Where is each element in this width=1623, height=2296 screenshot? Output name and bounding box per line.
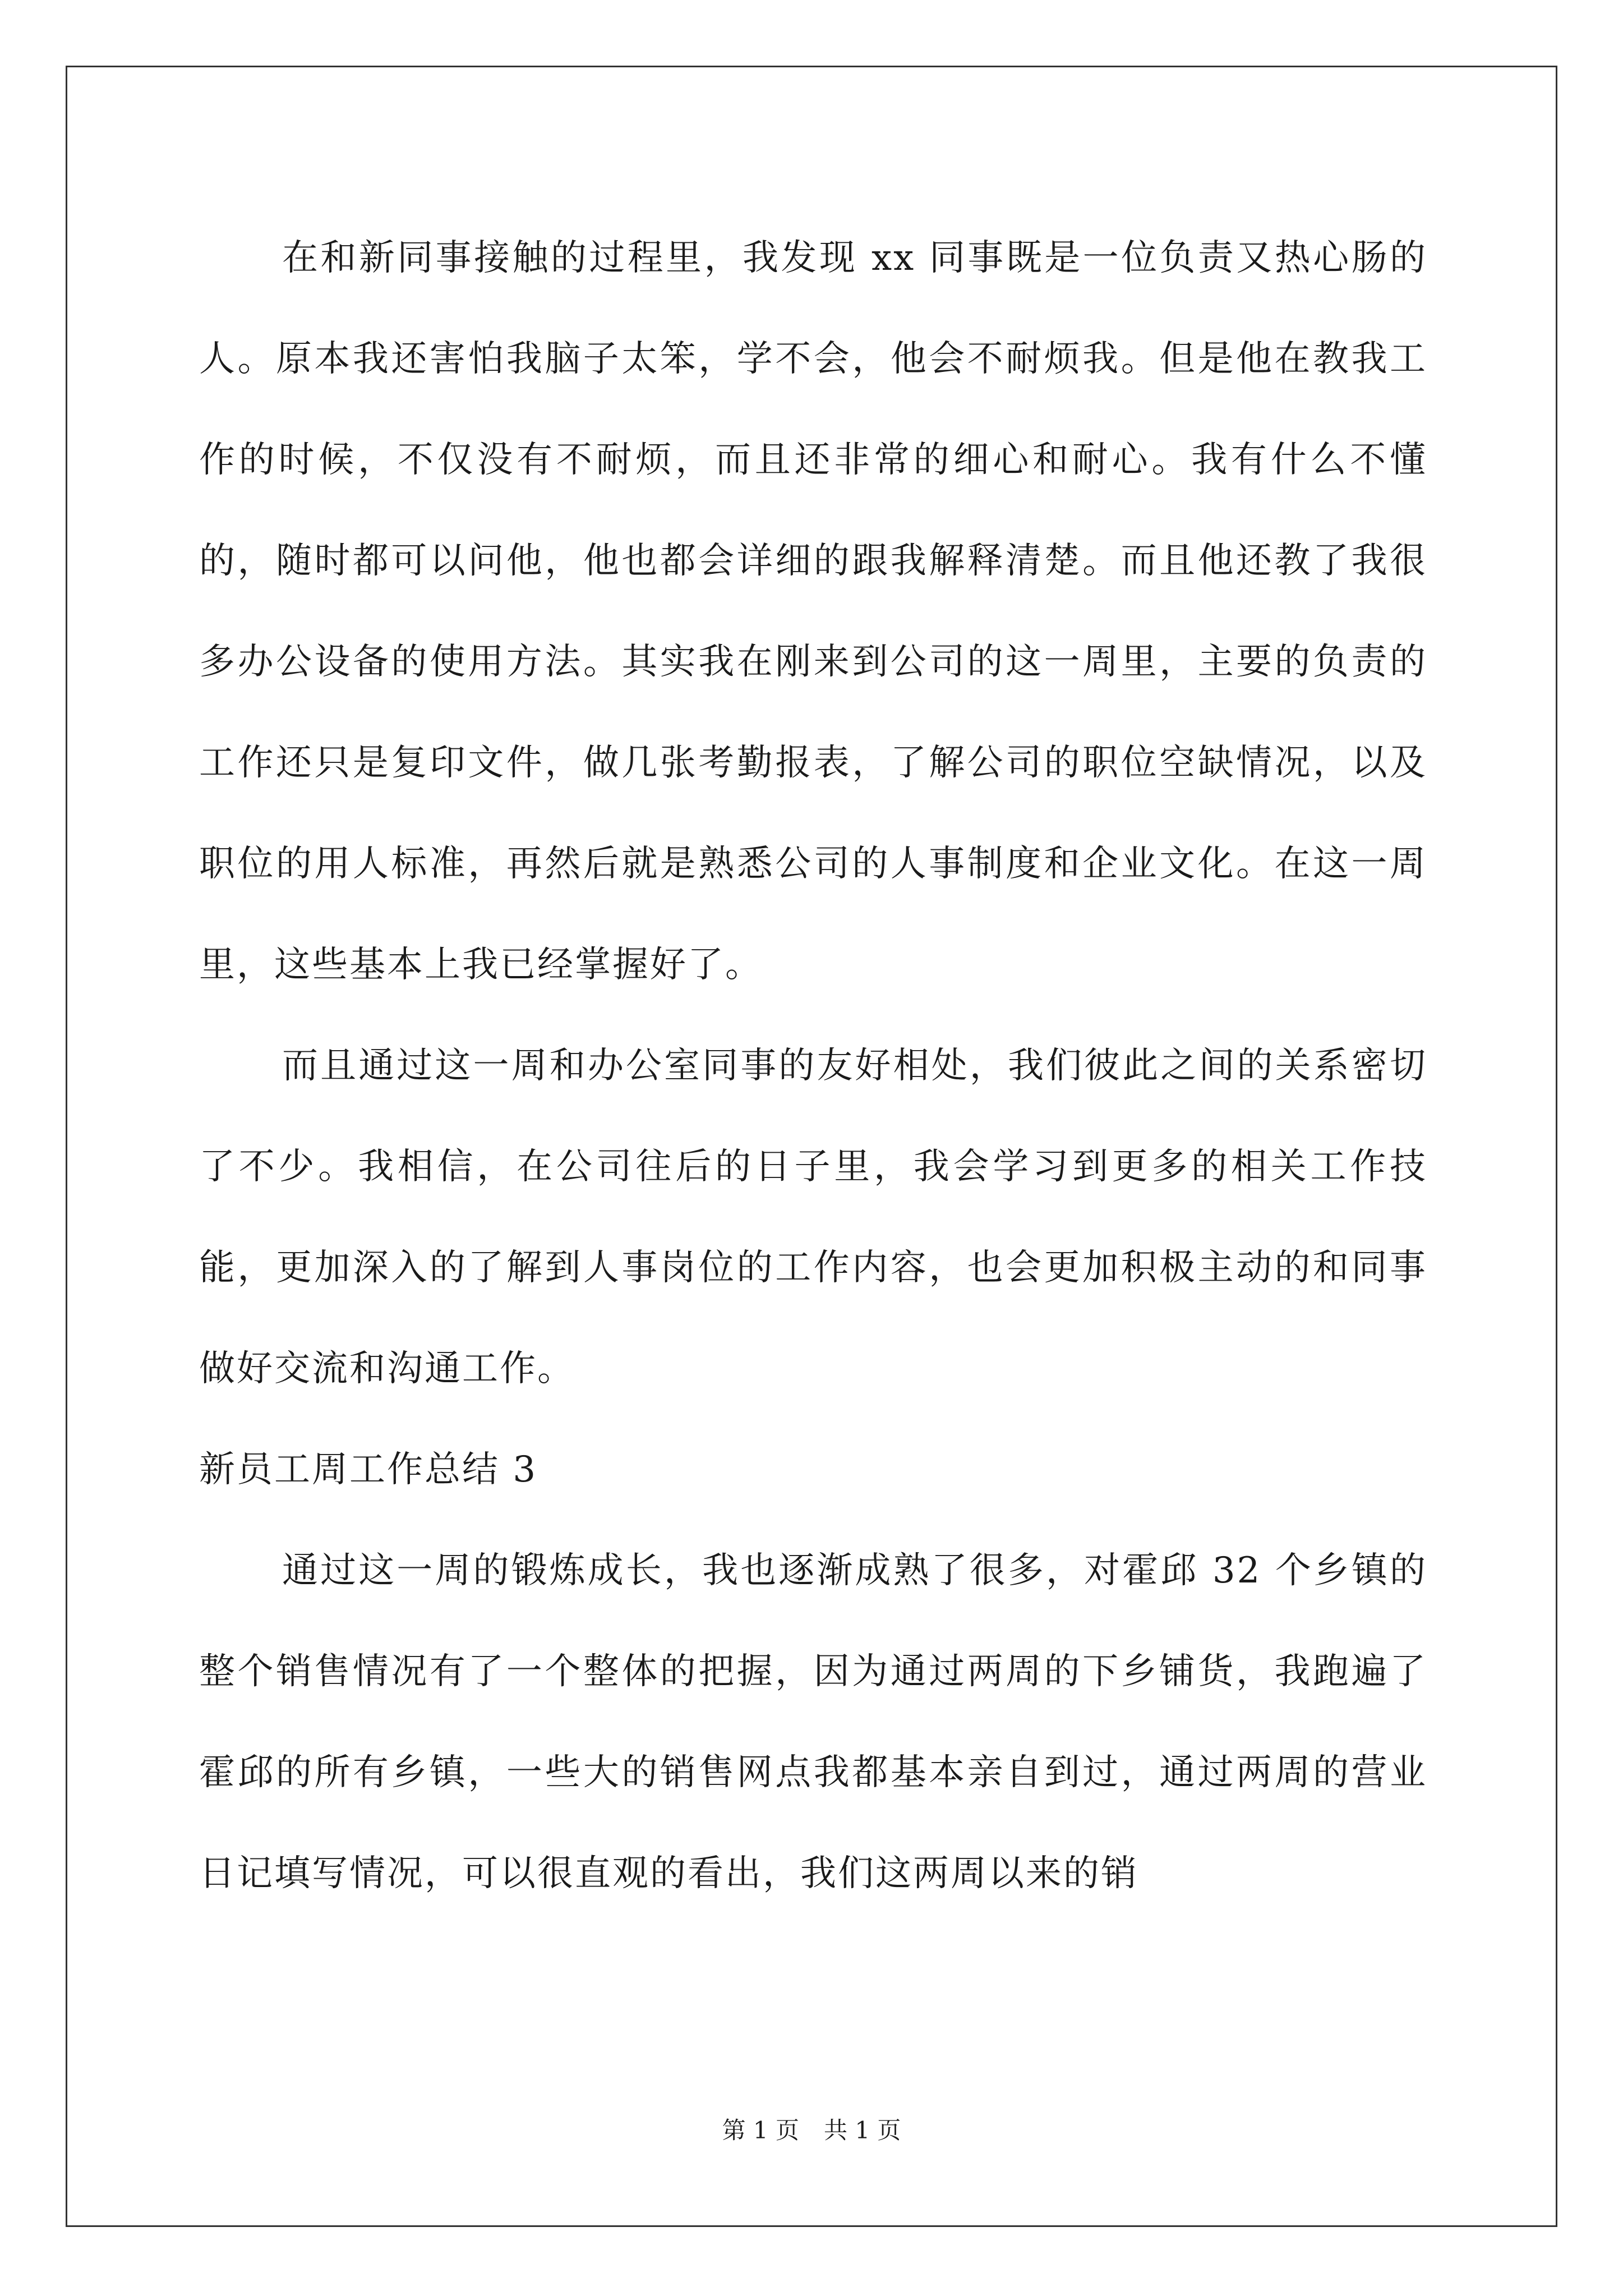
paragraph-sales: 通过这一周的锻炼成长，我也逐渐成熟了很多，对霍邱 32 个乡镇的整个销售情况有了一个整体的把握，因为通过两周的下乡铺货，我跑遍了霍邱的所有乡镇，一些大的销售网点我都基本亲自到过，通过两周的营业日记填写情况，可以很直观的看出，我们这两周以来的销: [199, 1550, 1427, 1894]
document-body: [199, 208, 1427, 1924]
section-heading: 新员工周工作总结 3: [199, 1449, 538, 1490]
paragraph-relationship: 而且通过这一周和办公室同事的友好相处，我们彼此之间的关系密切了不少。我相信，在公司往后的日子里，我会学习到更多的相关工作技能，更加深入的了解到人事岗位的工作内容，也会更加积极主动的和同事做好交流和沟通工作。: [199, 1045, 1427, 1389]
page-number: 第 1 页: [722, 2116, 799, 2144]
page-total: 共 1 页: [824, 2116, 901, 2144]
paragraph-colleague: 在和新同事接触的过程里，我发现 xx 同事既是一位负责又热心肠的人。原本我还害怕我脑子太笨，学不会，他会不耐烦我。但是他在教我工作的时候，不仅没有不耐烦，而且还非常的细心和耐心。我有什么不懂的，随时都可以问他，他也都会详细的跟我解释清楚。而且他还教了我很多办公设备的使用方法。其实我在刚来到公司的这一周里，主要的负责的工作还只是复印文件，做几张考勤报表，了解公司的职位空缺情况，以及职位的用人标准，再然后就是熟悉公司的人事制度和企业文化。在这一周里，这些基本上我已经掌握好了。: [199, 237, 1427, 986]
page-footer: [0, 2114, 1623, 2147]
